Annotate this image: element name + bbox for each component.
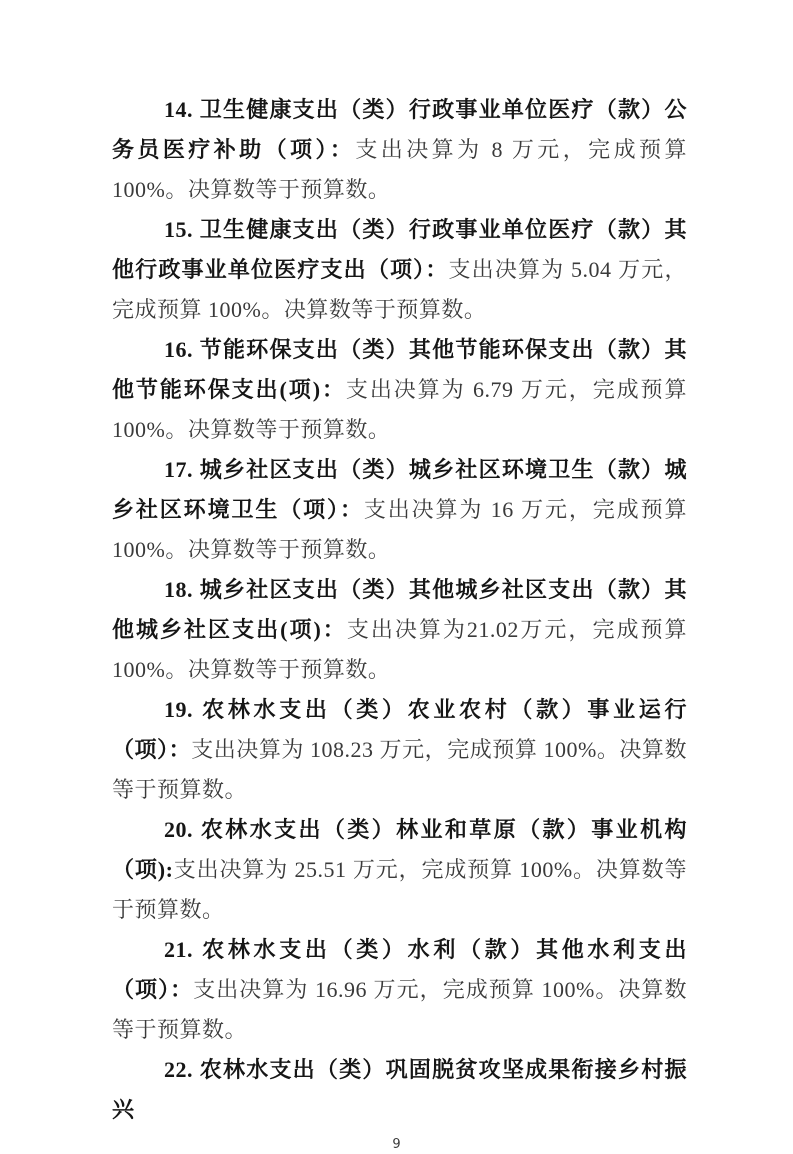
page-number: 9: [392, 1137, 401, 1152]
budget-item-18-heading: 18. 城乡社区支出（类）其他城乡社区支出（款）其他城乡社区支出(项)：: [112, 577, 687, 642]
budget-item-20: [112, 810, 687, 930]
budget-item-16: [112, 330, 687, 450]
budget-item-14: [112, 90, 687, 210]
budget-item-19-heading: 19. 农林水支出（类）农业农村（款）事业运行（项）：: [112, 697, 687, 762]
budget-item-19-body: 支出决算为 108.23 万元，完成预算 100%。决算数等于预算数。: [112, 737, 687, 802]
budget-item-22-heading: 22. 农林水支出（类）巩固脱贫攻坚成果衔接乡村振兴: [112, 1057, 687, 1122]
budget-item-18-body: 支出决算为21.02万元，完成预算100%。决算数等于预算数。: [112, 617, 687, 682]
budget-item-14-body: 支出决算为 8 万元，完成预算 100%。决算数等于预算数。: [112, 137, 687, 202]
budget-item-14-heading: 14. 卫生健康支出（类）行政事业单位医疗（款）公务员医疗补助（项）：: [112, 97, 687, 162]
budget-item-20-body: 支出决算为 25.51 万元，完成预算 100%。决算数等于预算数。: [112, 857, 688, 922]
budget-item-15-body: 支出决算为 5.04 万元，完成预算 100%。决算数等于预算数。: [112, 257, 687, 322]
budget-item-21-heading: 21. 农林水支出（类）水利（款）其他水利支出（项）：: [112, 937, 687, 1002]
budget-item-18: [112, 570, 687, 690]
budget-item-20-heading: 20. 农林水支出（类）林业和草原（款）事业机构（项):: [112, 817, 687, 882]
budget-item-17-heading: 17. 城乡社区支出（类）城乡社区环境卫生（款）城乡社区环境卫生（项）：: [112, 457, 687, 522]
budget-item-22: [112, 1050, 687, 1130]
budget-item-21-body: 支出决算为 16.96 万元，完成预算 100%。决算数等于预算数。: [112, 977, 687, 1042]
budget-item-21: [112, 930, 687, 1050]
budget-item-17: [112, 450, 687, 570]
budget-item-19: [112, 690, 687, 810]
budget-item-15-heading: 15. 卫生健康支出（类）行政事业单位医疗（款）其他行政事业单位医疗支出（项）：: [112, 217, 687, 282]
budget-item-16-body: 支出决算为 6.79 万元，完成预算 100%。决算数等于预算数。: [112, 377, 687, 442]
budget-item-17-body: 支出决算为 16 万元，完成预算 100%。决算数等于预算数。: [112, 497, 687, 562]
budget-item-15: [112, 210, 687, 330]
budget-item-16-heading: 16. 节能环保支出（类）其他节能环保支出（款）其他节能环保支出(项)：: [112, 337, 687, 402]
